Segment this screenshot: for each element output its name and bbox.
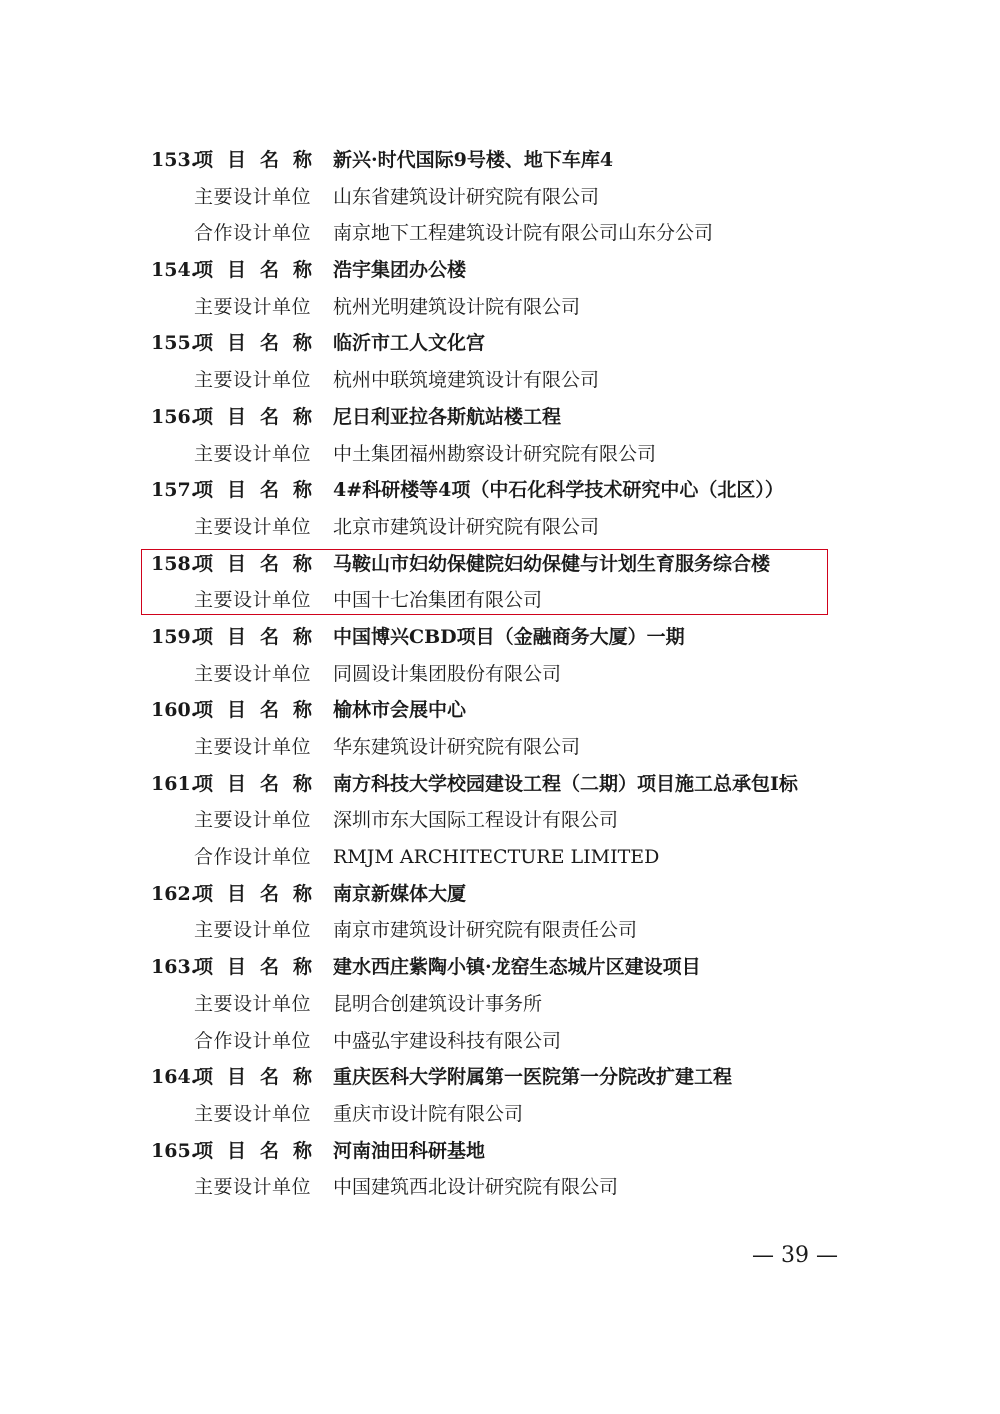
- project-name: 重庆医科大学附属第一医院第一分院改扩建工程: [333, 1066, 733, 1089]
- project-row: [0, 1133, 1000, 1170]
- design-unit-row: [0, 912, 1000, 949]
- design-unit-row: [0, 729, 1000, 766]
- project-label: 项目名称: [194, 259, 327, 282]
- design-unit-name: 中国建筑西北设计研究院有限公司: [333, 1176, 619, 1199]
- design-unit-label: 主要设计单位: [194, 442, 312, 465]
- design-unit-label: 主要设计单位: [194, 662, 312, 685]
- highlight-box: [141, 549, 828, 615]
- design-unit-label: 合作设计单位: [194, 222, 312, 245]
- design-unit-name: 深圳市东大国际工程设计有限公司: [333, 809, 619, 832]
- design-unit-label: 合作设计单位: [194, 846, 312, 869]
- project-label: 项目名称: [194, 625, 327, 648]
- project-label: 项目名称: [194, 149, 327, 171]
- project-number: 154.: [151, 259, 198, 282]
- design-unit-label: 主要设计单位: [194, 369, 312, 392]
- project-name: 榆林市会展中心: [333, 699, 467, 722]
- project-number: 162.: [151, 882, 198, 905]
- project-name: 新兴·时代国际9号楼、地下车库4: [333, 149, 614, 171]
- design-unit-label: 合作设计单位: [194, 1029, 312, 1052]
- design-unit-label: 主要设计单位: [194, 185, 312, 208]
- project-label: 项目名称: [194, 552, 327, 575]
- design-unit-name: 同圆设计集团股份有限公司: [333, 662, 562, 685]
- design-unit-row: [0, 289, 1000, 326]
- project-row: [0, 949, 1000, 986]
- design-unit-name: 南京市建筑设计研究院有限责任公司: [333, 919, 638, 942]
- design-unit-row: [0, 1023, 1000, 1060]
- project-label: 项目名称: [194, 882, 327, 905]
- project-row: [0, 252, 1000, 289]
- design-unit-label: 主要设计单位: [194, 919, 312, 942]
- design-unit-name: 重庆市设计院有限公司: [333, 1102, 524, 1125]
- project-number: 153.: [151, 149, 198, 171]
- project-name: 南方科技大学校园建设工程（二期）项目施工总承包Ⅰ标: [333, 772, 798, 795]
- design-unit-label: 主要设计单位: [194, 589, 312, 612]
- page-number: — 39 —: [752, 1243, 838, 1268]
- design-unit-label: 主要设计单位: [194, 736, 312, 758]
- design-unit-row: [0, 436, 1000, 473]
- project-label: 项目名称: [194, 956, 327, 979]
- project-row: [0, 1059, 1000, 1096]
- design-unit-name: 华东建筑设计研究院有限公司: [333, 736, 581, 758]
- project-row: [0, 766, 1000, 803]
- design-unit-label: 主要设计单位: [194, 809, 312, 832]
- project-row: [0, 399, 1000, 436]
- project-row: [0, 142, 1000, 179]
- project-label: 项目名称: [194, 332, 327, 355]
- project-label: 项目名称: [194, 405, 327, 428]
- design-unit-name: 昆明合创建筑设计事务所: [333, 992, 543, 1015]
- project-label: 项目名称: [194, 699, 327, 722]
- design-unit-label: 主要设计单位: [194, 295, 312, 318]
- design-unit-label: 主要设计单位: [194, 1176, 312, 1199]
- design-unit-name: RMJM ARCHITECTURE LIMITED: [333, 846, 660, 869]
- document-body: [0, 142, 1000, 1206]
- design-unit-row: [0, 1169, 1000, 1206]
- project-row: [0, 472, 1000, 509]
- project-name: 临沂市工人文化宫: [333, 332, 486, 355]
- design-unit-name: 北京市建筑设计研究院有限公司: [333, 515, 600, 538]
- project-label: 项目名称: [194, 1139, 327, 1162]
- design-unit-row: [0, 362, 1000, 399]
- project-number: 158.: [151, 552, 198, 575]
- project-name: 浩宇集团办公楼: [333, 259, 467, 282]
- design-unit-label: 主要设计单位: [194, 1102, 312, 1125]
- project-number: 159.: [151, 625, 198, 648]
- design-unit-row: [0, 179, 1000, 216]
- design-unit-name: 南京地下工程建筑设计院有限公司山东分公司: [333, 222, 714, 245]
- project-name: 建水西庄紫陶小镇·龙窑生态城片区建设项目: [333, 956, 701, 979]
- project-number: 164.: [151, 1066, 198, 1089]
- project-row: [0, 325, 1000, 362]
- design-unit-row: [0, 802, 1000, 839]
- design-unit-row: [0, 215, 1000, 252]
- design-unit-label: 主要设计单位: [194, 515, 312, 538]
- project-number: 163.: [151, 956, 198, 979]
- design-unit-name: 杭州光明建筑设计院有限公司: [333, 295, 581, 318]
- project-number: 161.: [151, 772, 198, 795]
- project-name: 河南油田科研基地: [333, 1139, 486, 1162]
- project-name: 4#科研楼等4项（中石化科学技术研究中心（北区））: [333, 479, 784, 502]
- design-unit-name: 中盛弘宇建设科技有限公司: [333, 1029, 562, 1052]
- project-number: 155.: [151, 332, 198, 355]
- project-name: 尼日利亚拉各斯航站楼工程: [333, 405, 562, 428]
- design-unit-row: [0, 839, 1000, 876]
- project-label: 项目名称: [194, 772, 327, 795]
- project-name: 南京新媒体大厦: [333, 882, 467, 905]
- project-row: [0, 692, 1000, 729]
- project-number: 156.: [151, 405, 198, 428]
- project-row: [0, 619, 1000, 656]
- project-name: 中国博兴CBD项目（金融商务大厦）一期: [333, 625, 685, 648]
- project-number: 160.: [151, 699, 198, 722]
- project-number: 165.: [151, 1139, 198, 1162]
- design-unit-name: 杭州中联筑境建筑设计有限公司: [333, 369, 600, 392]
- design-unit-name: 中国十七冶集团有限公司: [333, 589, 543, 612]
- design-unit-row: [0, 1096, 1000, 1133]
- project-label: 项目名称: [194, 1066, 327, 1089]
- design-unit-label: 主要设计单位: [194, 992, 312, 1015]
- design-unit-name: 山东省建筑设计研究院有限公司: [333, 185, 600, 208]
- design-unit-row: [0, 986, 1000, 1023]
- project-number: 157.: [151, 479, 198, 502]
- design-unit-name: 中土集团福州勘察设计研究院有限公司: [333, 442, 657, 465]
- design-unit-row: [0, 509, 1000, 546]
- project-row: [0, 876, 1000, 913]
- design-unit-row: [0, 656, 1000, 693]
- project-label: 项目名称: [194, 479, 327, 502]
- project-name: 马鞍山市妇幼保健院妇幼保健与计划生育服务综合楼: [333, 552, 771, 575]
